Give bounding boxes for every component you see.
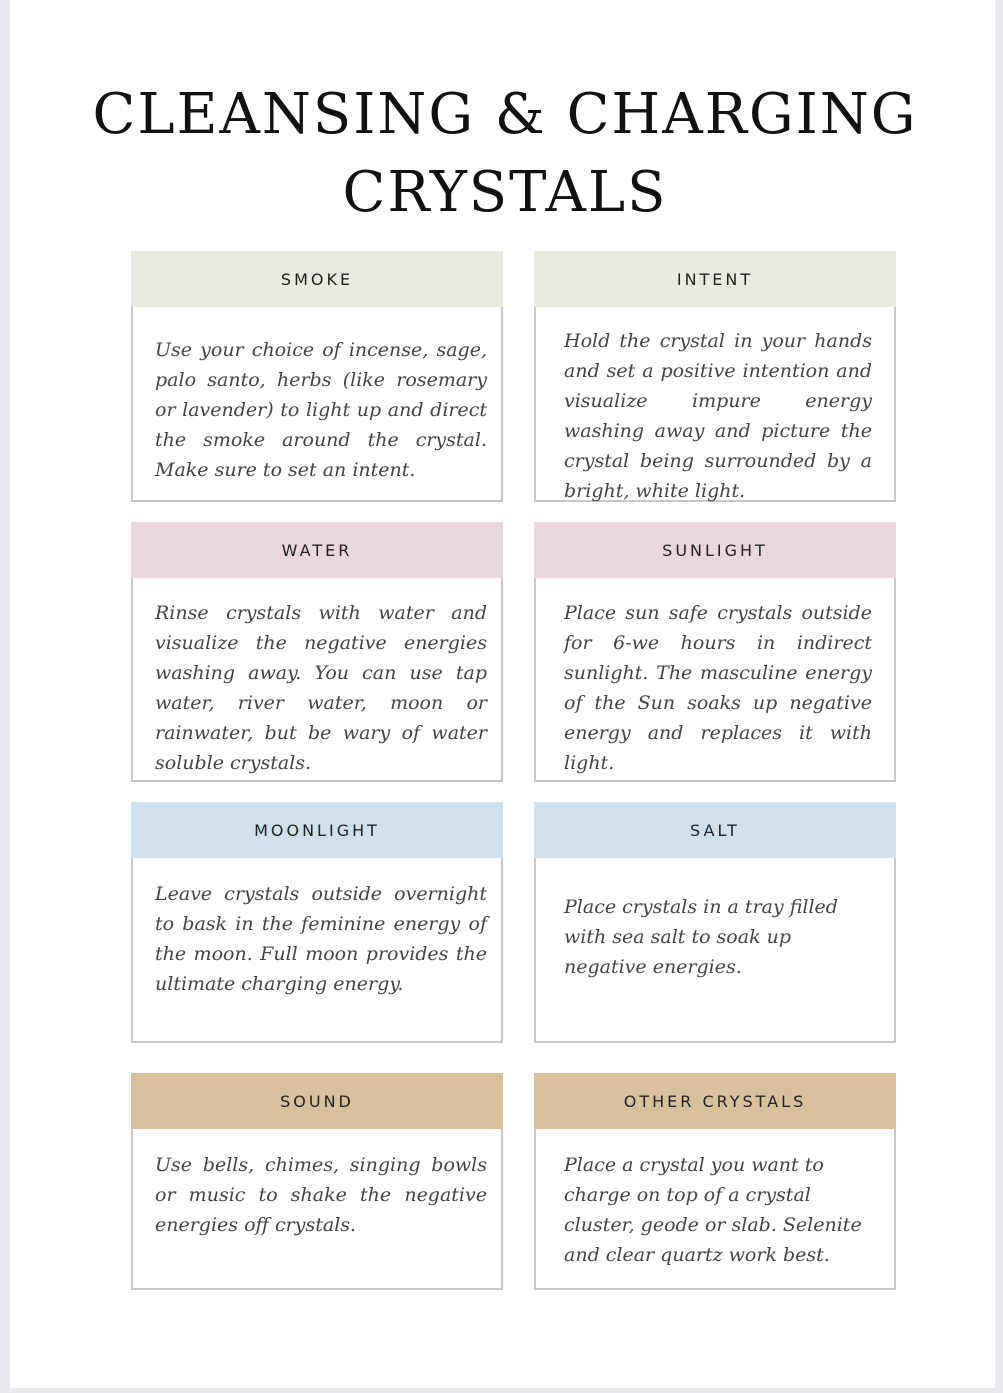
card-smoke	[131, 251, 503, 502]
card-water-text: Rinse crystals with water and visualize the negative energies washing away. You can use tap water, river water, moon or rainwater, but be wary of water soluble crystals.	[155, 602, 487, 774]
card-intent	[534, 251, 896, 502]
page-title-line-2: CRYSTALS	[342, 160, 668, 225]
card-sunlight	[534, 522, 896, 782]
card-intent-header: INTENT	[534, 251, 896, 307]
card-other-crystals-header: OTHER CRYSTALS	[534, 1073, 896, 1129]
card-sound	[131, 1073, 503, 1290]
page-title	[10, 76, 1000, 232]
card-sunlight-text: Place sun safe crystals outside for 6-we hours in indirect sunlight. The masculine energy of the Sun soaks up negative energy and replaces it with light.	[564, 602, 872, 774]
card-smoke-header: SMOKE	[131, 251, 503, 307]
card-moonlight	[131, 802, 503, 1043]
page-title-line-1: CLEANSING & CHARGING	[92, 82, 918, 147]
document-page	[10, 0, 995, 1388]
card-salt	[534, 802, 896, 1043]
card-water	[131, 522, 503, 782]
card-salt-header: SALT	[534, 802, 896, 858]
card-smoke-text: Use your choice of incense, sage, palo santo, herbs (like rosemary or lavender) to light up and direct the smoke around the crystal. Make sure to set an intent.	[155, 339, 487, 481]
card-sound-text: Use bells, chimes, singing bowls or music to shake the negative energies off crystals.	[155, 1154, 487, 1236]
card-water-header: WATER	[131, 522, 503, 578]
card-moonlight-header: MOONLIGHT	[131, 802, 503, 858]
card-salt-text: Place crystals in a tray filled with sea salt to soak up negative energies.	[564, 896, 838, 978]
card-intent-text: Hold the crystal in your hands and set a positive intention and visualize impure energy washing away and picture the crystal being surrounded by a bright, white light.	[564, 330, 872, 502]
card-sound-header: SOUND	[131, 1073, 503, 1129]
card-moonlight-text: Leave crystals outside overnight to bask in the feminine energy of the moon. Full moon provides the ultimate charging energy.	[155, 883, 487, 995]
card-other-crystals	[534, 1073, 896, 1290]
card-other-crystals-text: Place a crystal you want to charge on top of a crystal cluster, geode or slab. Selenite and clear quartz work best.	[564, 1154, 862, 1266]
card-sunlight-header: SUNLIGHT	[534, 522, 896, 578]
